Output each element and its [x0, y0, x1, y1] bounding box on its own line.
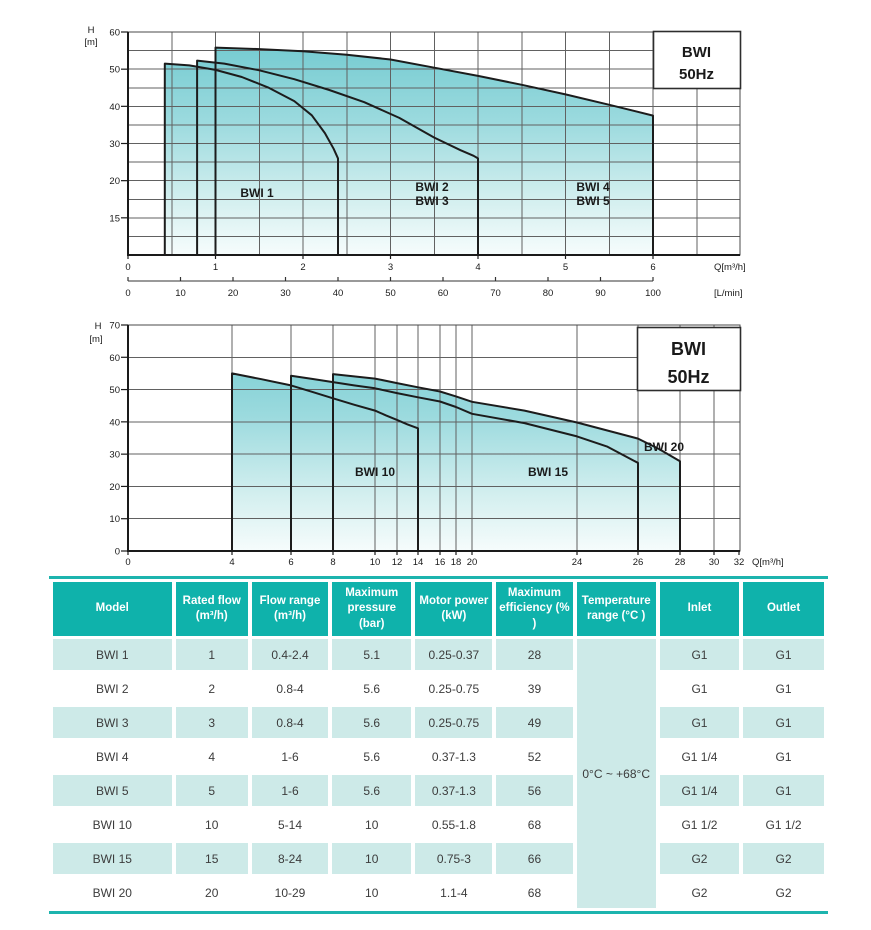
cell-max_efficiency: 66	[496, 843, 572, 874]
cell-max_pressure: 10	[332, 877, 411, 908]
cell-outlet: G1	[743, 707, 824, 738]
tick-label: 60	[109, 27, 120, 39]
table-row-bwi-3	[53, 707, 824, 738]
tick-label: 6	[650, 262, 656, 273]
pump-curve-chart-small-models	[0, 0, 871, 310]
table-bottom-rule	[49, 911, 828, 914]
tick-label: 10	[175, 288, 186, 299]
tick-label: 30	[109, 139, 120, 150]
chart-legend	[654, 32, 741, 89]
cell-rated_flow: 10	[176, 809, 248, 840]
tick-label: 20	[227, 288, 239, 299]
y-axis-title-unit: [m]	[84, 37, 98, 48]
tick-label: 20	[109, 481, 120, 493]
tick-label: 0	[125, 288, 131, 299]
cell-motor_power: 1.1-4	[415, 877, 492, 908]
y-axis-title-unit: [m]	[89, 334, 103, 345]
cell-motor_power: 0.25-0.37	[415, 639, 492, 670]
tick-label: 14	[412, 557, 424, 568]
tick-label: 50	[109, 385, 120, 397]
cell-rated_flow: 2	[176, 673, 248, 704]
cell-rated_flow: 5	[176, 775, 248, 806]
cell-inlet: G2	[660, 843, 739, 874]
cell-max_pressure: 10	[332, 809, 411, 840]
tick-label: 26	[632, 557, 644, 568]
cell-inlet: G2	[660, 877, 739, 908]
cell-rated_flow: 20	[176, 877, 248, 908]
cell-motor_power: 0.25-0.75	[415, 707, 492, 738]
tick-label: 10	[369, 557, 381, 568]
spec-table	[49, 579, 828, 911]
header-cell-0: Model	[53, 582, 172, 636]
region-label: BWI 2	[415, 180, 449, 194]
cell-rated_flow: 4	[176, 741, 248, 772]
cell-flow_range: 8-24	[252, 843, 328, 874]
cell-model: BWI 2	[53, 673, 172, 704]
tick-label: 1	[212, 262, 219, 273]
spec-table-header-row	[53, 582, 824, 636]
series-area	[333, 374, 680, 551]
lmin-axis-unit: [L/min]	[714, 288, 743, 299]
cell-max_efficiency: 28	[496, 639, 572, 670]
cell-inlet: G1 1/2	[660, 809, 739, 840]
cell-flow_range: 0.4-2.4	[252, 639, 328, 670]
header-cell-2: Flow range (m³/h)	[252, 582, 328, 636]
cell-motor_power: 0.75-3	[415, 843, 492, 874]
legend-frequency: 50Hz	[667, 367, 710, 387]
tick-label: 5	[562, 262, 569, 273]
cell-rated_flow: 15	[176, 843, 248, 874]
table-row-bwi-15	[53, 843, 824, 874]
cell-max_pressure: 5.6	[332, 673, 411, 704]
header-cell-1: Rated flow (m³/h)	[176, 582, 248, 636]
lmin-axis	[125, 277, 742, 299]
cell-outlet: G1	[743, 775, 824, 806]
cell-model: BWI 10	[53, 809, 172, 840]
cell-flow_range: 0.8-4	[252, 673, 328, 704]
tick-label: 80	[542, 288, 554, 299]
table-row-bwi-4	[53, 741, 824, 772]
header-cell-5: Maximum efficiency (% )	[496, 582, 572, 636]
y-axis-title: H	[94, 321, 102, 332]
region-label: BWI 4	[576, 180, 610, 194]
tick-label: 20	[109, 176, 120, 188]
tick-label: 18	[450, 557, 462, 568]
cell-inlet: G1	[660, 707, 739, 738]
cell-max_efficiency: 68	[496, 877, 572, 908]
tick-label: 70	[490, 288, 501, 299]
header-cell-6: Temperature range (°C )	[577, 582, 656, 636]
cell-model: BWI 20	[53, 877, 172, 908]
cell-flow_range: 0.8-4	[252, 707, 328, 738]
tick-label: 0	[114, 546, 120, 558]
region-label: BWI 15	[527, 465, 569, 479]
cell-flow_range: 1-6	[252, 775, 328, 806]
region-label: BWI 5	[576, 194, 610, 208]
tick-label: 60	[109, 352, 120, 364]
tick-label: 50	[109, 64, 120, 76]
tick-label: 8	[330, 557, 336, 568]
series-fills	[165, 48, 653, 255]
cell-model: BWI 15	[53, 843, 172, 874]
cell-max_efficiency: 52	[496, 741, 572, 772]
cell-max_pressure: 10	[332, 843, 411, 874]
tick-label: 60	[437, 288, 449, 299]
y-axis-title: H	[87, 25, 95, 36]
cell-motor_power: 0.25-0.75	[415, 673, 492, 704]
tick-label: 28	[674, 557, 686, 568]
tick-label: 30	[708, 557, 720, 568]
specification-table-section	[49, 576, 828, 914]
cell-model: BWI 4	[53, 741, 172, 772]
cell-outlet: G2	[743, 877, 824, 908]
table-row-bwi-20	[53, 877, 824, 908]
legend-model-family: BWI	[671, 339, 706, 359]
cell-motor_power: 0.37-1.3	[415, 741, 492, 772]
legend-frequency: 50Hz	[678, 66, 715, 83]
tick-label: 32	[733, 557, 745, 568]
region-label: BWI 3	[415, 194, 449, 208]
cell-inlet: G1	[660, 639, 739, 670]
cell-model: BWI 1	[53, 639, 172, 670]
tick-label: 50	[385, 288, 396, 299]
tick-label: 30	[280, 288, 291, 299]
legend-model-family: BWI	[681, 44, 712, 61]
cell-flow_range: 5-14	[252, 809, 328, 840]
tick-label: 100	[645, 288, 661, 299]
tick-label: 4	[229, 557, 235, 568]
table-row-bwi-1	[53, 639, 824, 670]
cell-rated_flow: 3	[176, 707, 248, 738]
region-label: BWI 1	[240, 186, 274, 200]
pump-curve-chart-large-models	[0, 315, 871, 580]
table-row-bwi-10	[53, 809, 824, 840]
header-cell-4: Motor power (kW)	[415, 582, 492, 636]
tick-label: 3	[387, 262, 394, 273]
cell-max_pressure: 5.6	[332, 741, 411, 772]
header-cell-8: Outlet	[743, 582, 824, 636]
cell-max_efficiency: 68	[496, 809, 572, 840]
cell-inlet: G1 1/4	[660, 775, 739, 806]
header-cell-7: Inlet	[660, 582, 739, 636]
tick-label: 4	[475, 262, 481, 273]
spec-table-head	[53, 582, 824, 636]
cell-rated_flow: 1	[176, 639, 248, 670]
tick-label: 0	[125, 262, 131, 273]
cell-outlet: G2	[743, 843, 824, 874]
region-label: BWI 20	[643, 440, 685, 454]
cell-max_pressure: 5.6	[332, 775, 411, 806]
tick-label: 40	[109, 101, 120, 113]
tick-label: 2	[300, 262, 306, 273]
table-row-bwi-2	[53, 673, 824, 704]
spec-table-body	[53, 639, 824, 908]
tick-label: 20	[466, 557, 478, 568]
header-cell-3: Maximum pressure (bar)	[332, 582, 411, 636]
tick-label: 10	[109, 514, 120, 526]
tick-label: 40	[332, 288, 344, 299]
cell-outlet: G1	[743, 673, 824, 704]
cell-max_efficiency: 39	[496, 673, 572, 704]
tick-label: 15	[109, 213, 120, 225]
region-label: BWI 10	[354, 465, 396, 479]
tick-label: 90	[595, 288, 606, 299]
cell-motor_power: 0.55-1.8	[415, 809, 492, 840]
cell-inlet: G1 1/4	[660, 741, 739, 772]
x-axis-unit: Q[m³/h]	[752, 557, 784, 568]
cell-inlet: G1	[660, 673, 739, 704]
cell-outlet: G1 1/2	[743, 809, 824, 840]
cell-outlet: G1	[743, 639, 824, 670]
cell-max_efficiency: 49	[496, 707, 572, 738]
tick-label: 16	[434, 557, 446, 568]
cell-temperature-range-merged: 0°C ~ +68°C	[577, 639, 656, 908]
cell-max_pressure: 5.1	[332, 639, 411, 670]
cell-model: BWI 3	[53, 707, 172, 738]
tick-label: 30	[109, 449, 120, 461]
cell-flow_range: 1-6	[252, 741, 328, 772]
cell-max_efficiency: 56	[496, 775, 572, 806]
cell-outlet: G1	[743, 741, 824, 772]
tick-label: 24	[571, 557, 583, 568]
cell-max_pressure: 5.6	[332, 707, 411, 738]
table-row-bwi-5	[53, 775, 824, 806]
cell-flow_range: 10-29	[252, 877, 328, 908]
tick-label: 70	[109, 320, 120, 332]
tick-label: 6	[288, 557, 294, 568]
x-axis-unit: Q[m³/h]	[714, 262, 746, 273]
tick-label: 12	[391, 557, 403, 568]
tick-label: 40	[109, 417, 120, 429]
cell-model: BWI 5	[53, 775, 172, 806]
chart-legend	[638, 328, 741, 391]
cell-motor_power: 0.37-1.3	[415, 775, 492, 806]
tick-label: 0	[125, 557, 131, 568]
